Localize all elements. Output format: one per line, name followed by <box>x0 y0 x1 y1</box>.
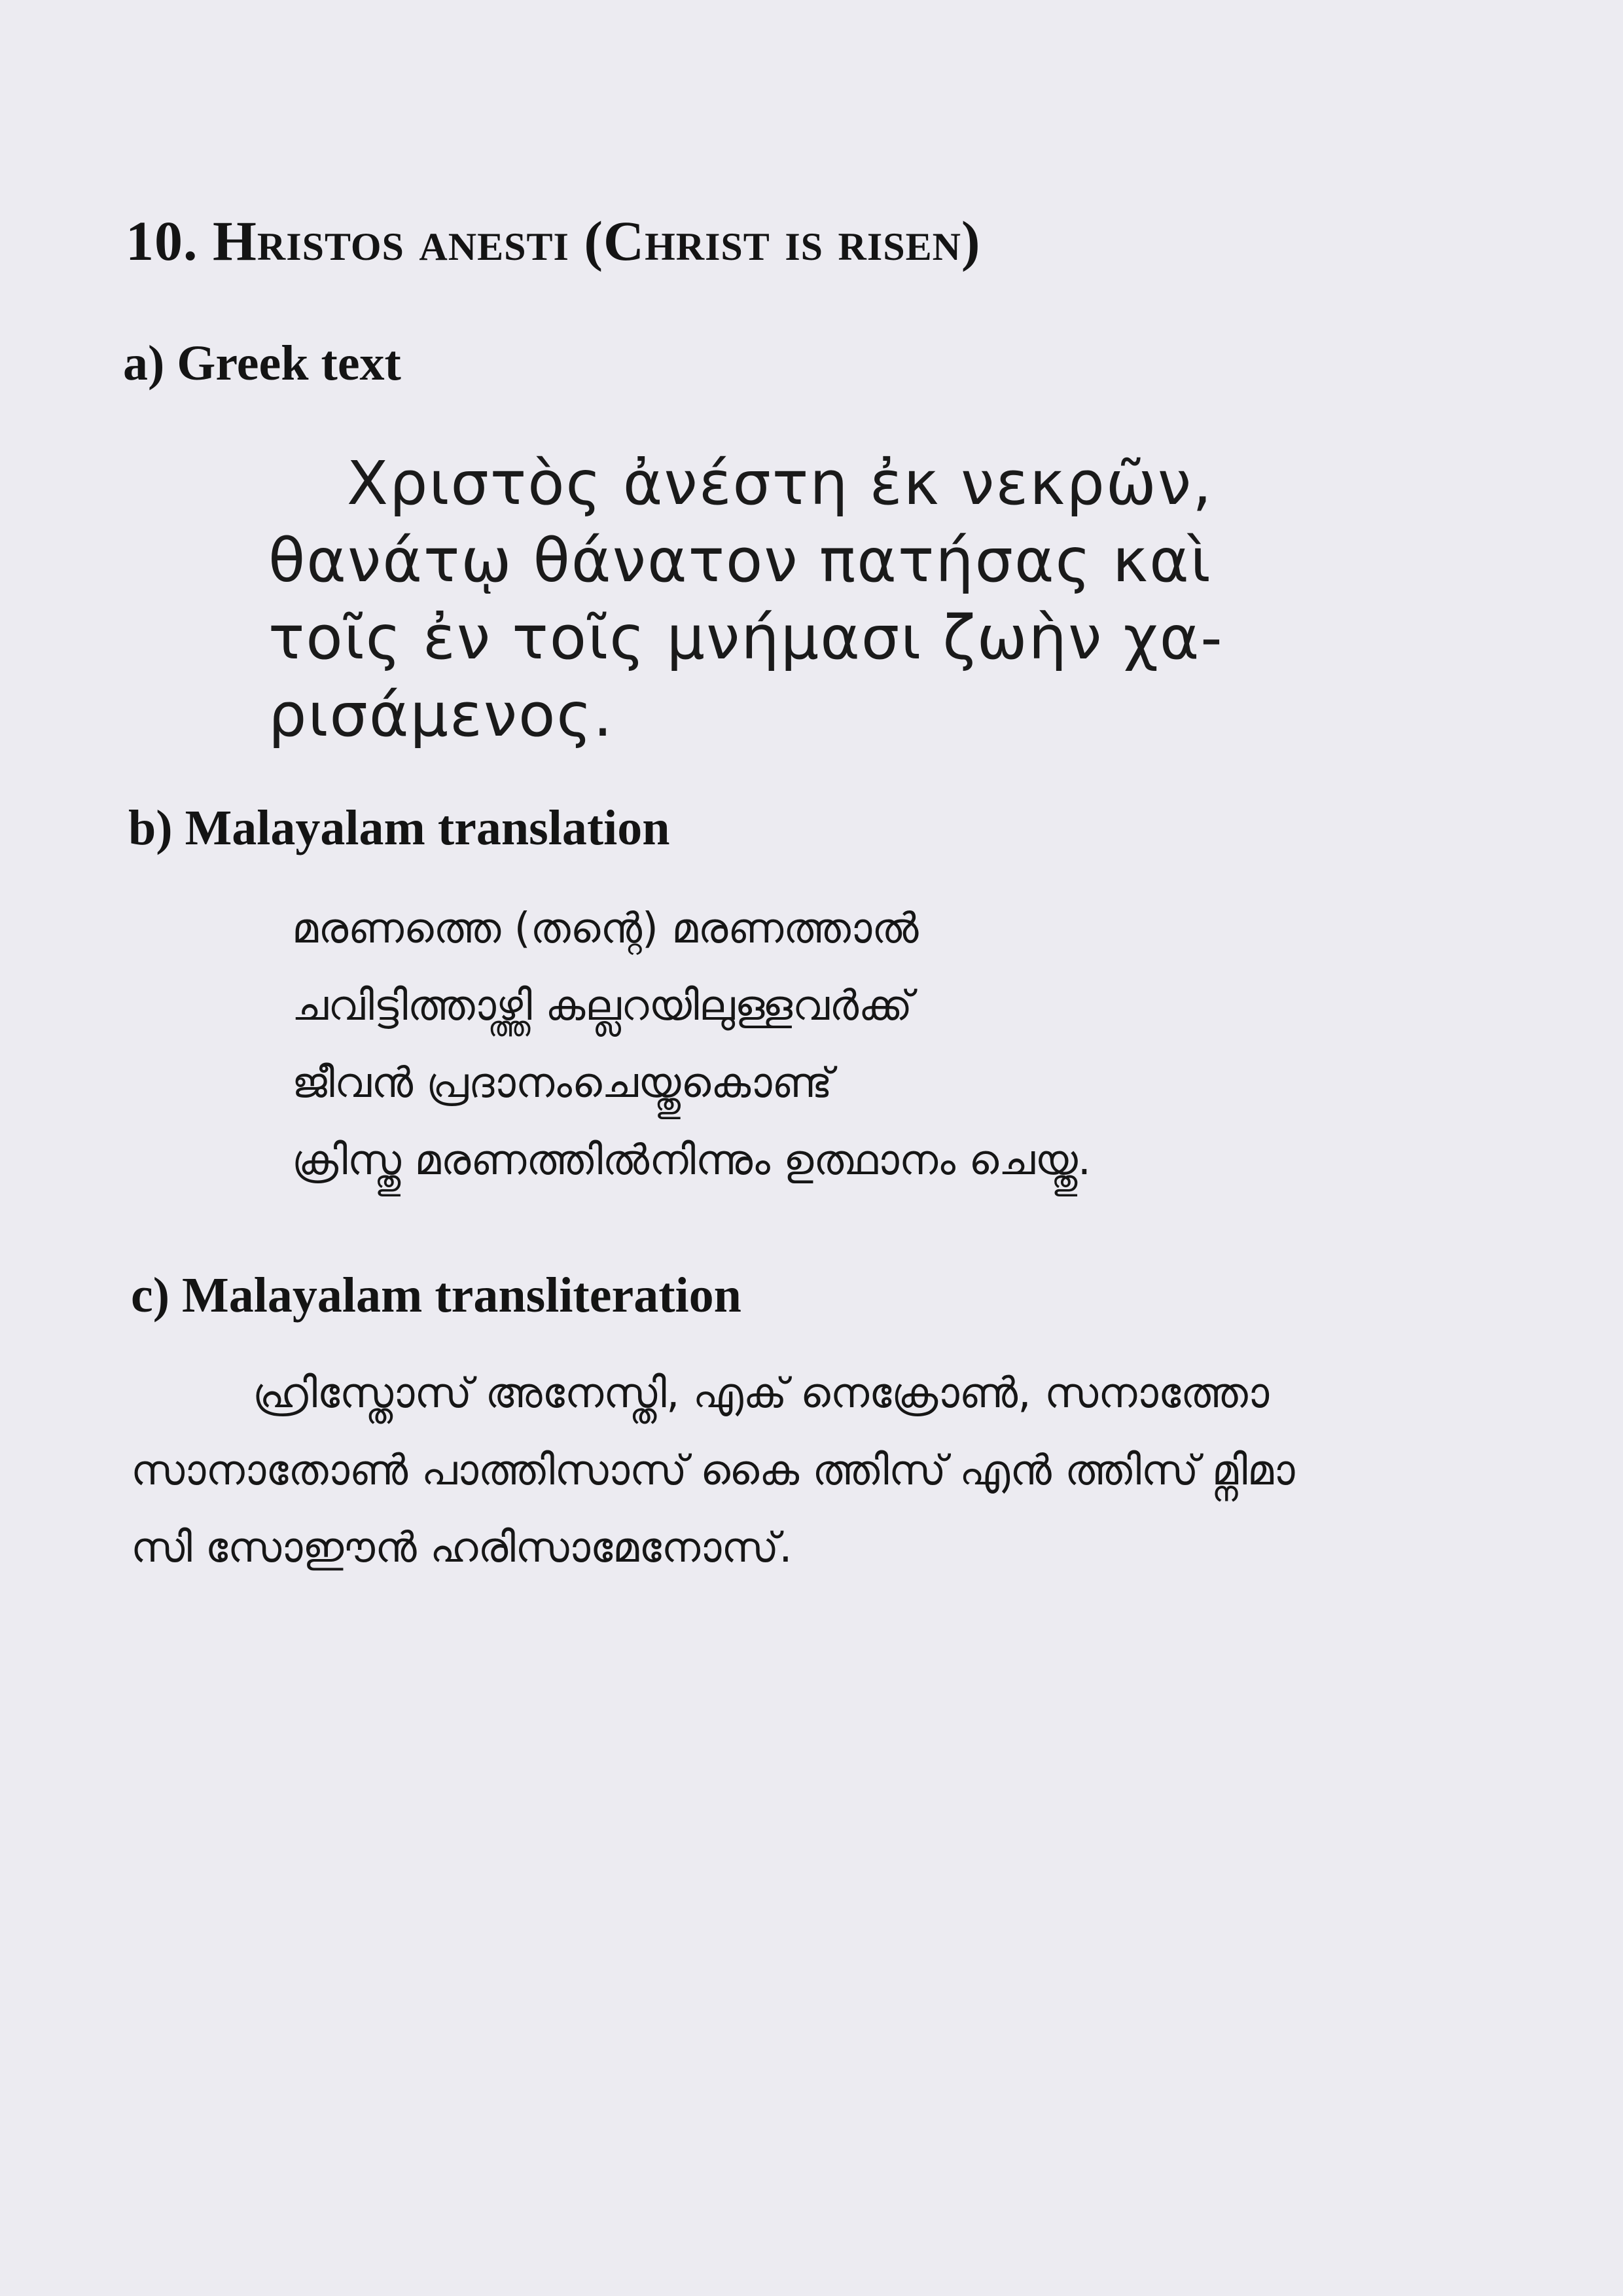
greek-line-3: τοῖς ἐν τοῖς μνήμασι ζωὴν χα- <box>268 603 1224 673</box>
malayalam-translation-block <box>292 890 1091 1199</box>
transliteration-line-3: സി സോഈൻ ഹരിസാമേനോസ്. <box>131 1524 793 1572</box>
translation-line-1: മരണത്തെ (തന്റെ) മരണത്താൽ <box>292 905 919 953</box>
malayalam-transliteration-heading: c) Malayalam transliteration <box>131 1268 741 1323</box>
malayalam-translation-heading: b) Malayalam translation <box>128 800 670 855</box>
greek-text-block <box>268 445 1355 754</box>
greek-line-1: Χριστὸς ἀνέστη ἐκ νεκρῶν, <box>347 448 1213 518</box>
translation-line-3: ജീവൻ പ്രദാനംചെയ്തുകൊണ്ട് <box>292 1059 832 1107</box>
malayalam-transliteration-block <box>131 1355 1525 1587</box>
greek-line-4: ρισάμενος. <box>268 680 614 750</box>
greek-text-heading: a) Greek text <box>123 336 401 391</box>
translation-line-4: ക്രിസ്തു മരണത്തിൽനിന്നും ഉത്ഥാനം ചെയ്തു. <box>292 1136 1092 1185</box>
transliteration-line-1: ഹ്രിസ്തോസ് അനേസ്തി, എക് നെക്രോൺ, സനാത്തോ <box>253 1369 1270 1418</box>
greek-line-2: θανάτῳ θάνατον πατήσας καὶ <box>268 526 1212 596</box>
translation-line-2: ചവിട്ടിത്താഴ്ത്തി കല്ലറയിലുള്ളവർക്ക് <box>292 982 913 1030</box>
page-title: 10. Hristos anesti (Christ is risen) <box>126 209 981 272</box>
transliteration-line-2: സാനാതോൺ പാത്തിസാസ് കൈ ത്തിസ് എൻ ത്തിസ് മ്നിമാ <box>131 1446 1295 1495</box>
